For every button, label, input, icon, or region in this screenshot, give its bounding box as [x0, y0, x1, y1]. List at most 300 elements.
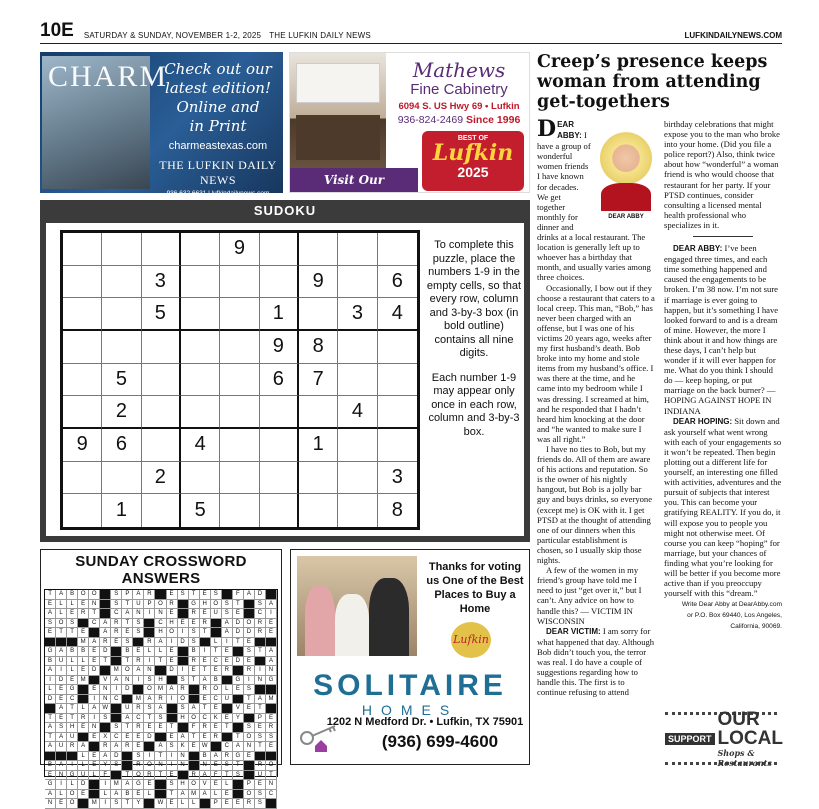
sudoku-cell: [260, 429, 299, 462]
crossword-cell: A: [45, 666, 56, 676]
sudoku-cell: [142, 364, 181, 397]
crossword-cell: [178, 600, 189, 610]
crossword-cell: [56, 638, 67, 648]
logo-sub: HOMES: [361, 702, 459, 718]
crossword-cell: C: [200, 714, 211, 724]
crossword-cell: [111, 657, 122, 667]
crossword-cell: O: [189, 714, 200, 724]
crossword-cell: X: [100, 733, 111, 743]
sudoku-cell: [102, 298, 141, 331]
crossword-cell: L: [211, 638, 222, 648]
crossword-cell: P: [144, 600, 155, 610]
crossword-cell: S: [111, 761, 122, 771]
crossword-cell: C: [211, 657, 222, 667]
crossword-cell: R: [133, 723, 144, 733]
shops-restaurants-word: Shops & Restaurants: [717, 748, 772, 768]
sudoku-cell: 6: [378, 266, 417, 299]
crossword-cell: E: [45, 628, 56, 638]
crossword-cell: C: [111, 695, 122, 705]
crossword-cell: [189, 752, 200, 762]
crossword-cell: O: [167, 628, 178, 638]
crossword-cell: D: [111, 752, 122, 762]
crossword-cell: A: [45, 790, 56, 800]
crossword-cell: S: [255, 733, 266, 743]
ad-url[interactable]: charmeastexas.com: [168, 140, 268, 152]
crossword-cell: [89, 628, 100, 638]
crossword-cell: I: [144, 657, 155, 667]
logo-brand: SOLITAIRE: [313, 669, 507, 702]
crossword-cell: [178, 771, 189, 781]
sudoku-cell: 4: [378, 298, 417, 331]
crossword-cell: [133, 638, 144, 648]
kitchen-photo: [290, 53, 386, 171]
crossword-cell: E: [167, 733, 178, 743]
crossword-cell: N: [89, 723, 100, 733]
crossword-cell: [244, 771, 255, 781]
crossword-cell: M: [89, 799, 100, 809]
crossword-cell: E: [45, 600, 56, 610]
crossword-cell: T: [167, 723, 178, 733]
sudoku-cell: [63, 233, 102, 266]
crossword-cell: L: [67, 600, 78, 610]
crossword-cell: E: [167, 799, 178, 809]
crossword-cell: [167, 704, 178, 714]
crossword-cell: [155, 666, 166, 676]
crossword-cell: S: [178, 676, 189, 686]
crossword-cell: E: [122, 628, 133, 638]
sudoku-rule: Each number 1-9 may appear only once in each row, column and 3-by-3 box.: [428, 371, 520, 438]
crossword-cell: T: [255, 647, 266, 657]
crossword-cell: [255, 638, 266, 648]
crossword-cell: R: [255, 628, 266, 638]
crossword-cell: [111, 647, 122, 657]
solitaire-homes-ad[interactable]: [290, 549, 530, 765]
crossword-cell: R: [266, 723, 277, 733]
crossword-cell: [233, 780, 244, 790]
sudoku-cell: 6: [260, 364, 299, 397]
crossword-cell: L: [178, 799, 189, 809]
article-paragraph: DEAR VICTIM: I am sorry for what happened that day. Although Bob didn’t touch you, the terror was real. I do have a couple of suggestions regarding how to handle this. The first is to continue refusing to attend: [537, 625, 655, 698]
crossword-cell: T: [200, 704, 211, 714]
crossword-cell: T: [233, 600, 244, 610]
sudoku-cell: [260, 462, 299, 495]
crossword-cell: I: [266, 609, 277, 619]
crossword-cell: D: [233, 628, 244, 638]
sudoku-cell: 1: [260, 298, 299, 331]
crossword-cell: T: [122, 657, 133, 667]
sudoku-cell: [63, 494, 102, 527]
crossword-cell: M: [78, 676, 89, 686]
crossword-cell: S: [111, 799, 122, 809]
crossword-cell: O: [122, 666, 133, 676]
crossword-cell: T: [233, 761, 244, 771]
crossword-cell: S: [155, 714, 166, 724]
crossword-cell: E: [222, 657, 233, 667]
sudoku-cell: 2: [102, 396, 141, 429]
solitaire-phone: (936) 699-4600: [381, 732, 499, 751]
crossword-cell: [233, 790, 244, 800]
crossword-cell: R: [200, 685, 211, 695]
crossword-cell: E: [89, 647, 100, 657]
crossword-cell: I: [56, 666, 67, 676]
crossword-cell: E: [89, 761, 100, 771]
charm-magazine-ad[interactable]: [40, 52, 283, 197]
page-number: 10E: [40, 20, 74, 41]
crossword-cell: S: [222, 761, 233, 771]
crossword-cell: B: [189, 647, 200, 657]
crossword-cell: A: [244, 590, 255, 600]
crossword-cell: F: [100, 771, 111, 781]
sudoku-cell: [220, 396, 259, 429]
crossword-cell: Y: [233, 714, 244, 724]
crossword-cell: R: [255, 761, 266, 771]
crossword-cell: S: [244, 647, 255, 657]
magazine-cover-image: [42, 56, 169, 189]
crossword-cell: S: [255, 790, 266, 800]
crossword-cell: D: [122, 685, 133, 695]
crossword-cell: A: [155, 704, 166, 714]
sudoku-cell: [260, 233, 299, 266]
ad-line: Online and: [176, 98, 260, 116]
crossword-cell: I: [178, 628, 189, 638]
column-signoff: Write Dear Abby at DearAbby.com: [681, 601, 782, 609]
crossword-cell: B: [67, 647, 78, 657]
crossword-cell: T: [233, 638, 244, 648]
crossword-cell: A: [200, 790, 211, 800]
crossword-cell: H: [178, 780, 189, 790]
crossword-cell: [133, 685, 144, 695]
crossword-cell: D: [100, 647, 111, 657]
crossword-cell: T: [45, 714, 56, 724]
crossword-cell: C: [266, 790, 277, 800]
crossword-cell: [178, 647, 189, 657]
crossword-cell: L: [211, 790, 222, 800]
crossword-cell: T: [122, 771, 133, 781]
crossword-cell: [244, 714, 255, 724]
sudoku-cell: 1: [299, 429, 338, 462]
crossword-cell: O: [67, 790, 78, 800]
crossword-cell: [78, 799, 89, 809]
crossword-cell: A: [45, 742, 56, 752]
brand-name: Mathews: [412, 58, 506, 82]
crossword-cell: S: [111, 723, 122, 733]
crossword-cell: [244, 609, 255, 619]
badge-top: BEST OF: [457, 135, 489, 142]
crossword-cell: [167, 676, 178, 686]
crossword-cell: E: [89, 657, 100, 667]
crossword-cell: R: [133, 761, 144, 771]
crossword-cell: S: [45, 619, 56, 629]
crossword-cell: I: [255, 666, 266, 676]
crossword-cell: L: [56, 790, 67, 800]
crossword-cell: T: [222, 723, 233, 733]
mathews-cabinetry-ad[interactable]: [289, 52, 530, 193]
crossword-cell: I: [167, 761, 178, 771]
crossword-cell: T: [200, 628, 211, 638]
crossword-cell: I: [100, 780, 111, 790]
crossword-cell: I: [222, 638, 233, 648]
crossword-cell: E: [244, 752, 255, 762]
crossword-cell: T: [233, 733, 244, 743]
crossword-cell: G: [67, 685, 78, 695]
crossword-cell: E: [89, 733, 100, 743]
crossword-cell: R: [255, 619, 266, 629]
sudoku-cell: [142, 494, 181, 527]
crossword-cell: D: [144, 733, 155, 743]
sudoku-cell: 9: [260, 331, 299, 364]
sudoku-cell: [181, 266, 220, 299]
crossword-cell: R: [244, 666, 255, 676]
sudoku-cell: 9: [299, 266, 338, 299]
crossword-cell: S: [178, 704, 189, 714]
best-of-lufkin-badge: [422, 131, 524, 191]
crossword-cell: N: [100, 685, 111, 695]
crossword-cell: C: [67, 695, 78, 705]
crossword-cell: A: [89, 704, 100, 714]
sudoku-cell: [378, 364, 417, 397]
sudoku-title: SUDOKU: [253, 203, 317, 218]
crossword-cell: E: [155, 723, 166, 733]
crossword-cell: A: [144, 695, 155, 705]
crossword-cell: D: [45, 695, 56, 705]
crossword-cell: E: [211, 704, 222, 714]
crossword-cell: [200, 638, 211, 648]
crossword-cell: E: [122, 733, 133, 743]
crossword-cell: L: [89, 771, 100, 781]
crossword-cell: T: [255, 704, 266, 714]
crossword-cell: [45, 638, 56, 648]
crossword-cell: E: [266, 619, 277, 629]
sudoku-cell: [220, 298, 259, 331]
crossword-cell: E: [255, 723, 266, 733]
column-signoff: or P.O. Box 69440, Los Angeles,: [687, 612, 782, 620]
crossword-cell: D: [233, 657, 244, 667]
crossword-cell: A: [78, 742, 89, 752]
crossword-cell: E: [78, 628, 89, 638]
sudoku-cell: [220, 331, 259, 364]
crossword-cell: E: [233, 609, 244, 619]
crossword-cell: [233, 647, 244, 657]
sudoku-cell: [299, 233, 338, 266]
sudoku-instructions: To complete this puzzle, place the numbers 1-9 in the empty cells, so that every row, column and 3-by-3 box (in bold outline) contains all nine digits.: [426, 239, 522, 359]
crossword-cell: T: [122, 600, 133, 610]
brand-tag: Fine Cabinetry: [410, 81, 508, 98]
crossword-cell: O: [266, 761, 277, 771]
crossword-cell: R: [78, 609, 89, 619]
crossword-cell: S: [266, 733, 277, 743]
crossword-cell: S: [144, 676, 155, 686]
crossword-cell: S: [167, 780, 178, 790]
sudoku-cell: 8: [391, 499, 403, 522]
crossword-cell: L: [67, 780, 78, 790]
crossword-cell: L: [189, 799, 200, 809]
crossword-cell: [255, 752, 266, 762]
crossword-cell: L: [45, 685, 56, 695]
crossword-cell: E: [67, 609, 78, 619]
crossword-cell: B: [122, 647, 133, 657]
sudoku-cell: [260, 396, 299, 429]
sudoku-cell: [378, 429, 417, 462]
crossword-cell: A: [255, 695, 266, 705]
crossword-cell: D: [233, 619, 244, 629]
crossword-cell: T: [189, 733, 200, 743]
sudoku-cell: [63, 364, 102, 397]
crossword-cell: O: [244, 733, 255, 743]
crossword-cell: Y: [133, 799, 144, 809]
crossword-cell: N: [100, 695, 111, 705]
crossword-cell: I: [167, 638, 178, 648]
crossword-cell: O: [211, 685, 222, 695]
crossword-cell: M: [111, 780, 122, 790]
crossword-cell: E: [189, 666, 200, 676]
crossword-cell: S: [56, 723, 67, 733]
crossword-cell: O: [189, 780, 200, 790]
crossword-cell: R: [189, 609, 200, 619]
crossword-cell: U: [211, 609, 222, 619]
crossword-cell: O: [244, 619, 255, 629]
crossword-cell: R: [155, 695, 166, 705]
crossword-cell: S: [100, 714, 111, 724]
crossword-cell: T: [89, 609, 100, 619]
crossword-cell: [89, 676, 100, 686]
article-paragraph: birthday celebrations that might expose you to the man who broke into your home. (Did you file a police report?) Also, think twice about how “wonderful” a woman friend is who would choose that restaurant for her party. If your PTSD continues, consider consulting a licensed mental health professional who specializes in it.: [664, 119, 780, 230]
crossword-cell: N: [89, 600, 100, 610]
crossword-cell: R: [178, 685, 189, 695]
sudoku-cell: [181, 233, 220, 266]
dear-abby-article: [537, 52, 782, 697]
crossword-cell: D: [89, 666, 100, 676]
sudoku-cell: [142, 331, 181, 364]
crossword-cell: [144, 799, 155, 809]
sudoku-cell: [63, 396, 102, 429]
badge-city: Lufkin: [432, 140, 514, 166]
sudoku-cell: [299, 494, 338, 527]
crossword-cell: [266, 752, 277, 762]
crossword-cell: [255, 657, 266, 667]
crossword-cell: E: [222, 647, 233, 657]
crossword-cell: E: [167, 590, 178, 600]
crossword-cell: R: [100, 638, 111, 648]
crossword-cell: S: [133, 619, 144, 629]
crossword-cell: L: [222, 685, 233, 695]
crossword-cell: G: [233, 752, 244, 762]
crossword-cell: R: [111, 619, 122, 629]
crossword-cell: L: [78, 657, 89, 667]
crossword-cell: T: [45, 590, 56, 600]
sudoku-cell: [63, 298, 102, 331]
crossword-cell: D: [78, 780, 89, 790]
crossword-cell: E: [200, 590, 211, 600]
crossword-cell: V: [200, 780, 211, 790]
sudoku-cell: [220, 429, 259, 462]
crossword-answers: [40, 549, 282, 806]
solitaire-address: 1202 N Medford Dr. • Lufkin, TX 75901: [326, 716, 524, 728]
crossword-cell: O: [178, 695, 189, 705]
crossword-cell: S: [244, 723, 255, 733]
crossword-cell: U: [67, 733, 78, 743]
crossword-cell: A: [56, 704, 67, 714]
crossword-cell: V: [233, 704, 244, 714]
crossword-cell: E: [211, 723, 222, 733]
crossword-cell: A: [111, 790, 122, 800]
crossword-cell: R: [222, 666, 233, 676]
article-paragraph: A few of the women in my friend’s group have told me I need to just “get over it,” but I can’t. Any advice on how to handle this? — VICTIM IN WISCONSIN: [537, 565, 642, 626]
crossword-cell: M: [111, 666, 122, 676]
column-signoff: California, 90069.: [730, 623, 782, 631]
crossword-cell: O: [244, 790, 255, 800]
crossword-cell: N: [122, 676, 133, 686]
crossword-cell: T: [255, 742, 266, 752]
crossword-cell: I: [89, 714, 100, 724]
crossword-cell: [122, 761, 133, 771]
sudoku-cell: [338, 266, 377, 299]
crossword-cell: E: [56, 799, 67, 809]
our-local-word: OUR LOCAL: [717, 709, 783, 749]
crossword-cell: S: [222, 609, 233, 619]
support-word: SUPPORT: [665, 733, 715, 745]
crossword-cell: A: [189, 704, 200, 714]
crossword-cell: [78, 733, 89, 743]
sudoku-cell: [220, 494, 259, 527]
crossword-cell: E: [200, 609, 211, 619]
crossword-cell: [167, 714, 178, 724]
crossword-cell: A: [100, 628, 111, 638]
sudoku-cell: 6: [102, 429, 141, 462]
crossword-cell: S: [255, 799, 266, 809]
crossword-cell: E: [189, 619, 200, 629]
crossword-cell: B: [78, 647, 89, 657]
crossword-cell: S: [233, 771, 244, 781]
crossword-cell: A: [133, 590, 144, 600]
crossword-cell: A: [56, 647, 67, 657]
sudoku-cell: [142, 396, 181, 429]
crossword-cell: N: [133, 609, 144, 619]
crossword-cell: O: [144, 685, 155, 695]
crossword-cell: I: [111, 685, 122, 695]
crossword-cell: H: [167, 619, 178, 629]
crossword-cell: A: [155, 742, 166, 752]
crossword-cell: [233, 666, 244, 676]
paper-name: THE LUFKIN DAILY NEWS: [269, 31, 371, 40]
crossword-cell: I: [144, 752, 155, 762]
crossword-cell: L: [222, 780, 233, 790]
article-paragraph: Occasionally, I bow out if they choose a restaurant that caters to a local creep. This man, “Bob,” has never been charged with an offense, but I was one of his victims 20 years ago, weeks after my first husband’s death. Bob broke into my home and stole items from my husband’s office. I was there at the time, and he came into my bedroom while I was dressing. I screamed at him, and he responded that I hadn’t heard him knocking at the door and “he wanted to make sure I was all right.”: [537, 282, 655, 444]
showroom-banner: Visit Our: [290, 168, 418, 192]
crossword-cell: [100, 609, 111, 619]
crossword-cell: T: [155, 657, 166, 667]
crossword-cell: L: [100, 790, 111, 800]
crossword-cell: D: [244, 628, 255, 638]
crossword-cell: S: [244, 685, 255, 695]
sudoku-cell: [181, 331, 220, 364]
sudoku-cell: [338, 233, 377, 266]
columnist-portrait: DEAR ABBY: [595, 123, 657, 223]
crossword-cell: L: [56, 609, 67, 619]
crossword-cell: H: [200, 600, 211, 610]
crossword-cell: A: [89, 638, 100, 648]
sudoku-cell: 4: [181, 429, 220, 462]
crossword-cell: A: [155, 638, 166, 648]
drop-cap: D: [537, 116, 557, 142]
sudoku-cell: [102, 233, 141, 266]
crossword-cell: [189, 685, 200, 695]
crossword-cell: [155, 590, 166, 600]
crossword-cell: [100, 723, 111, 733]
crossword-cell: T: [200, 666, 211, 676]
crossword-cell: W: [155, 799, 166, 809]
issue-date: SATURDAY & SUNDAY, NOVEMBER 1-2, 2025: [83, 31, 262, 40]
crossword-cell: [233, 695, 244, 705]
